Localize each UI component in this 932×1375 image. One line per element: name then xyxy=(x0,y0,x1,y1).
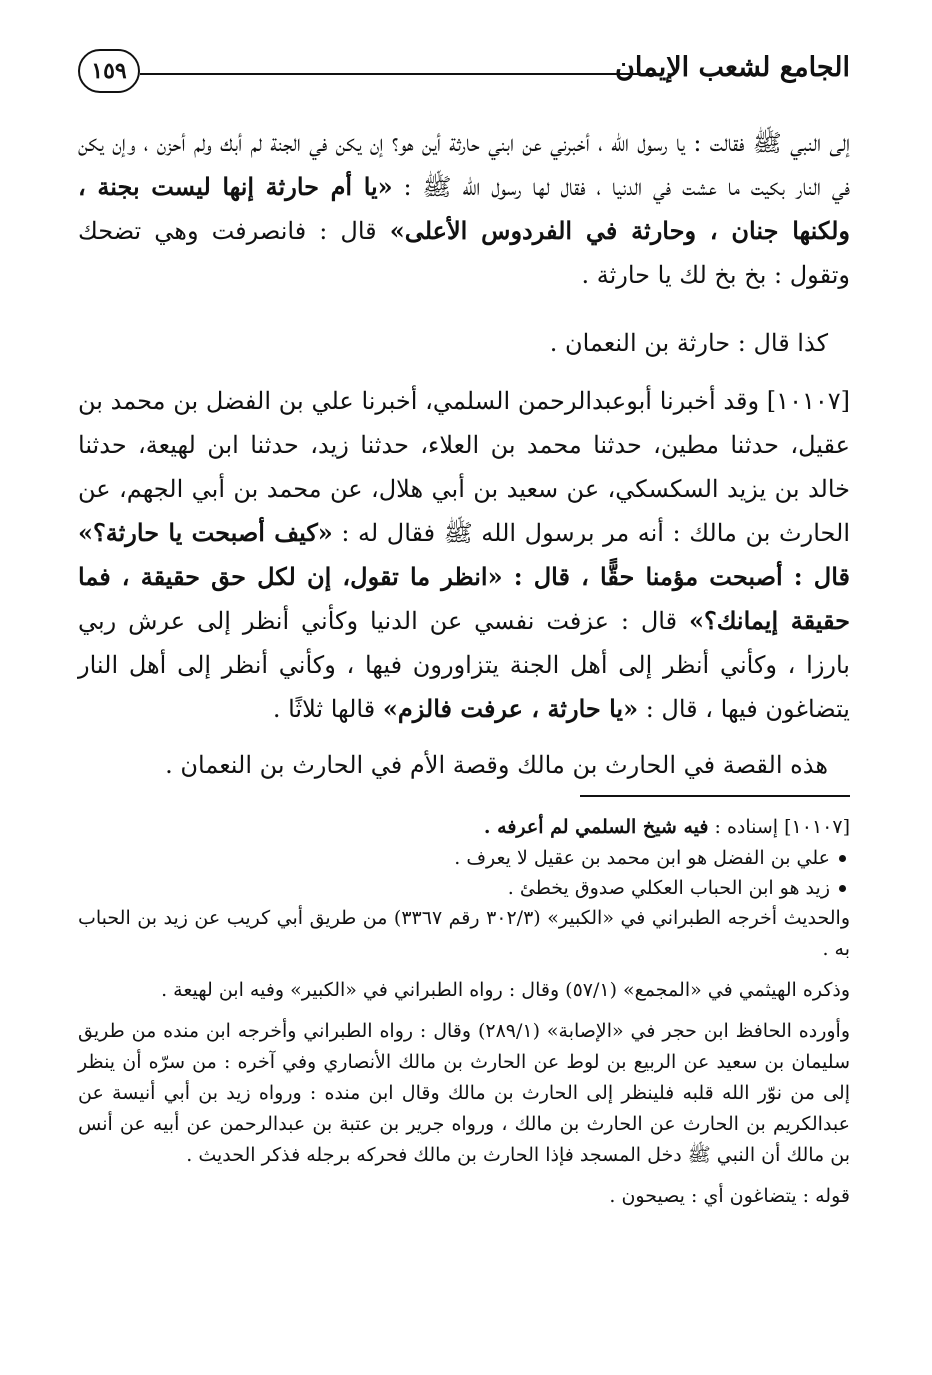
footnote-takhrij-ibn-hajar: وأورده الحافظ ابن حجر في «الإصابة» (٢٨٩/١) وقال : رواه الطبراني وأخرجه ابن منده من طريق سليمان بن سعيد عن الربيع بن لوط عن الحارث بن مالك الأنصاري وفي آخره : من سرّه أن ينظر إلى من نوّر الله قلبه فلينظر إلى الحارث بن مالك وقال ابن منده : ورواه زيد بن أبي أنيسة عن عبدالكريم بن الحارث عن الحارث بن مالك ، ورواه جرير بن عتبة بن عبدالرحمن عن أبيه عن أنس بن مالك أن النبي ﷺ دخل المسجد فإذا الحارث بن مالك فحركه برجله فذكر الحديث . xyxy=(78,1020,851,1166)
narration-text: إلى النبي ﷺ فقالت : يا رسول الله ، أخبرني عن ابني حارثة أين هو؟ إن يكن في الجنة لم أبك ولم أحزن ، وإن يكن في النار بكيت ما عشت في الدنيا ، فقال لها رسول الله ﷺ : xyxy=(78,129,851,201)
narrator-notes xyxy=(78,843,850,903)
editor-remark: كذا قال : حارثة بن النعمان . xyxy=(549,329,828,357)
page-number: ١٥٩ xyxy=(78,49,140,93)
hadith-continuation-paragraph xyxy=(78,121,850,297)
dialogue-bold: «كيف أصبحت يا حارثة؟» قال : أصبحت مؤمنا حقًّا ، قال : «انظر ما تقول، إن لكل حق حقيقة ، فما حقيقة إيمانك؟» xyxy=(78,518,850,635)
footnote-takhrij-haythami: وذكره الهيثمي في «المجمع» (٥٧/١) وقال : رواه الطبراني في «الكبير» وفيه ابن لهيعة . xyxy=(161,979,850,1001)
narration-text: قال : فانصرفت وهي تضحك وتقول : بخ بخ لك يا حارثة . xyxy=(78,217,850,289)
list-item: علي بن الفضل هو ابن محمد بن عقيل لا يعرف . xyxy=(78,843,830,873)
footnote-separator xyxy=(580,795,850,797)
prophetic-saying: «يا حارثة ، عرفت فالزم» xyxy=(382,694,639,723)
hadith-10107-paragraph xyxy=(78,379,850,731)
closing-remark: هذه القصة في الحارث بن مالك وقصة الأم في الحارث بن النعمان . xyxy=(165,751,828,779)
isnad-text: [١٠١٠٧] وقد أخبرنا أبوعبدالرحمن السلمي، أخبرنا علي بن الفضل بن محمد بن عقيل، حدثنا مطين، حدثنا محمد بن العلاء، حدثنا زيد، حدثنا ابن لهيعة، حدثنا خالد بن يزيد السكسكي، عن سعيد بن أبي هلال، عن محمد بن أبي الجهم، عن الحارث بن مالك : أنه مر برسول الله ﷺ فقال له : xyxy=(78,387,850,547)
list-item: زيد هو ابن الحباب العكلي صدوق يخطئ . xyxy=(78,873,830,903)
main-text xyxy=(78,121,850,787)
footnote-isnad xyxy=(78,812,850,843)
footnote-takhrij-tabarani: والحديث أخرجه الطبراني في «الكبير» (٣٠٢/٣ رقم ٣٣٦٧) من طريق أبي كريب عن زيد بن الحباب به . xyxy=(78,907,850,960)
footnote-ref: [١٠١٠٧] إسناده : xyxy=(708,816,850,838)
narration-text: قال : عزفت نفسي عن الدنيا وكأني أنظر إلى عرش ربي بارزا ، وكأني أنظر إلى أهل الجنة يتزاورون فيها ، وكأني أنظر إلى أهل النار يتضاغون فيها ، قال : xyxy=(78,607,850,723)
narration-text: قالها ثلاثًا . xyxy=(272,695,383,723)
header-rule xyxy=(140,73,655,75)
prophetic-saying: «يا أم حارثة إنها ليست بجنة ، ولكنها جنان ، وحارثة في الفردوس الأعلى» xyxy=(78,172,850,245)
running-header xyxy=(78,46,850,102)
isnad-grade: فيه شيخ السلمي لم أعرفه . xyxy=(483,816,709,838)
footnotes xyxy=(78,812,850,1212)
book-title: الجامع لشعب الإيمان xyxy=(615,52,850,83)
footnote-word-gloss: قوله : يتضاغون أي : يصيحون . xyxy=(609,1185,850,1207)
